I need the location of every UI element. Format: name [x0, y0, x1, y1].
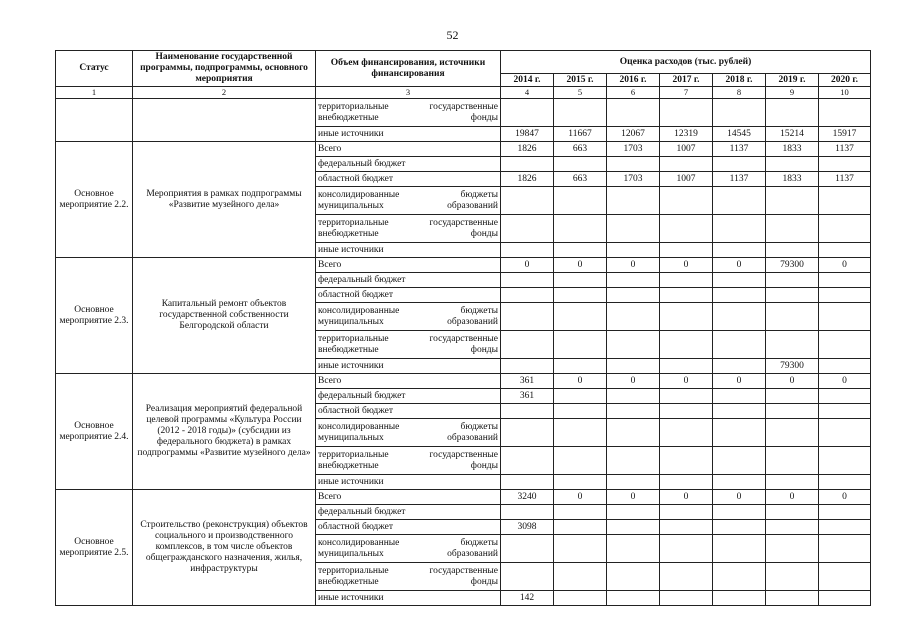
- value-cell: [766, 215, 819, 243]
- value-cell: 1007: [660, 142, 713, 157]
- value-cell: [766, 563, 819, 591]
- value-cell: [713, 505, 766, 520]
- value-cell: [501, 157, 554, 172]
- value-cell: [819, 243, 871, 258]
- value-cell: [501, 331, 554, 359]
- year-header: 2017 г.: [660, 74, 713, 87]
- value-cell: [713, 288, 766, 303]
- value-cell: [660, 591, 713, 606]
- value-cell: [554, 215, 607, 243]
- column-numbers-row: [56, 87, 871, 99]
- value-cell: 1833: [766, 142, 819, 157]
- value-cell: [713, 187, 766, 215]
- value-cell: [766, 419, 819, 447]
- value-cell: [766, 243, 819, 258]
- value-cell: 14545: [713, 127, 766, 142]
- value-cell: [819, 331, 871, 359]
- value-cell: [607, 447, 660, 475]
- name-cell: Мероприятия в рамках подпрограммы «Развитие музейного дела»: [133, 142, 316, 258]
- source-offbudget: территориальные государственные внебюджетные фонды: [316, 215, 501, 243]
- value-cell: [766, 187, 819, 215]
- column-number: 1: [56, 87, 133, 99]
- column-number: 5: [554, 87, 607, 99]
- value-cell: [554, 273, 607, 288]
- value-cell: [501, 243, 554, 258]
- header-estimate: Оценка расходов (тыс. рублей): [501, 51, 871, 74]
- value-cell: [713, 273, 766, 288]
- column-number: 10: [819, 87, 871, 99]
- value-cell: 0: [554, 258, 607, 273]
- value-cell: [607, 563, 660, 591]
- value-cell: [607, 520, 660, 535]
- value-cell: 361: [501, 374, 554, 389]
- value-cell: [501, 505, 554, 520]
- value-cell: [607, 187, 660, 215]
- source-total: Всего: [316, 142, 501, 157]
- value-cell: [660, 331, 713, 359]
- value-cell: [660, 404, 713, 419]
- value-cell: 0: [501, 258, 554, 273]
- source-regional: областной бюджет: [316, 288, 501, 303]
- source-other: иные источники: [316, 475, 501, 490]
- value-cell: [554, 419, 607, 447]
- value-cell: [501, 447, 554, 475]
- value-cell: [713, 243, 766, 258]
- value-cell: [554, 563, 607, 591]
- value-cell: [660, 99, 713, 127]
- status-cell: Основное мероприятие 2.4.: [56, 374, 133, 490]
- source-offbudget: территориальные государственные внебюджетные фонды: [316, 331, 501, 359]
- value-cell: [554, 243, 607, 258]
- value-cell: [819, 288, 871, 303]
- value-cell: 19847: [501, 127, 554, 142]
- value-cell: [501, 404, 554, 419]
- value-cell: [660, 389, 713, 404]
- value-cell: [819, 520, 871, 535]
- value-cell: [554, 331, 607, 359]
- value-cell: [554, 535, 607, 563]
- value-cell: [501, 359, 554, 374]
- value-cell: [766, 157, 819, 172]
- source-federal: федеральный бюджет: [316, 505, 501, 520]
- value-cell: [554, 520, 607, 535]
- column-number: 6: [607, 87, 660, 99]
- year-header: 2020 г.: [819, 74, 871, 87]
- value-cell: [713, 389, 766, 404]
- value-cell: [607, 591, 660, 606]
- column-number: 8: [713, 87, 766, 99]
- value-cell: [766, 99, 819, 127]
- value-cell: [819, 591, 871, 606]
- source-regional: областной бюджет: [316, 172, 501, 187]
- value-cell: [819, 404, 871, 419]
- value-cell: 0: [607, 374, 660, 389]
- value-cell: [766, 447, 819, 475]
- value-cell: [607, 505, 660, 520]
- value-cell: [501, 563, 554, 591]
- value-cell: [660, 505, 713, 520]
- value-cell: [501, 475, 554, 490]
- value-cell: 15214: [766, 127, 819, 142]
- table-row: [56, 490, 871, 505]
- source-other: иные источники: [316, 591, 501, 606]
- name-cell: Строительство (реконструкция) объектов социального и производственного комплексов, в том числе объектов общегражданского назначения, жилья, инфраструктуры: [133, 490, 316, 606]
- value-cell: [607, 331, 660, 359]
- value-cell: [766, 520, 819, 535]
- value-cell: [554, 359, 607, 374]
- value-cell: [819, 389, 871, 404]
- value-cell: [819, 447, 871, 475]
- table-row: [56, 142, 871, 157]
- source-total: Всего: [316, 374, 501, 389]
- value-cell: [554, 404, 607, 419]
- value-cell: [766, 535, 819, 563]
- value-cell: [660, 419, 713, 447]
- source-other: иные источники: [316, 127, 501, 142]
- source-offbudget: территориальные государственные внебюджетные фонды: [316, 99, 501, 127]
- value-cell: [607, 389, 660, 404]
- value-cell: [766, 331, 819, 359]
- value-cell: [713, 475, 766, 490]
- value-cell: [554, 447, 607, 475]
- column-number: 4: [501, 87, 554, 99]
- source-other: иные источники: [316, 243, 501, 258]
- value-cell: [607, 359, 660, 374]
- value-cell: 1826: [501, 142, 554, 157]
- value-cell: [660, 359, 713, 374]
- table-row: [56, 258, 871, 273]
- column-number: 2: [133, 87, 316, 99]
- value-cell: [607, 99, 660, 127]
- source-other: иные источники: [316, 359, 501, 374]
- status-cell: Основное мероприятие 2.3.: [56, 258, 133, 374]
- value-cell: [607, 404, 660, 419]
- value-cell: [607, 215, 660, 243]
- value-cell: 12319: [660, 127, 713, 142]
- value-cell: 0: [554, 490, 607, 505]
- value-cell: [819, 535, 871, 563]
- value-cell: 0: [607, 258, 660, 273]
- year-header: 2015 г.: [554, 74, 607, 87]
- value-cell: [607, 243, 660, 258]
- value-cell: 0: [766, 490, 819, 505]
- value-cell: [501, 215, 554, 243]
- name-cell: [133, 99, 316, 142]
- value-cell: [501, 535, 554, 563]
- source-municipal: консолидированные бюджеты муниципальных образований: [316, 187, 501, 215]
- value-cell: [607, 475, 660, 490]
- value-cell: [819, 157, 871, 172]
- column-number: 3: [316, 87, 501, 99]
- value-cell: 361: [501, 389, 554, 404]
- value-cell: 0: [607, 490, 660, 505]
- value-cell: [713, 591, 766, 606]
- value-cell: 1137: [713, 142, 766, 157]
- value-cell: [766, 288, 819, 303]
- value-cell: 0: [660, 374, 713, 389]
- value-cell: 0: [766, 374, 819, 389]
- value-cell: [713, 520, 766, 535]
- value-cell: [554, 389, 607, 404]
- value-cell: [554, 475, 607, 490]
- value-cell: 1833: [766, 172, 819, 187]
- table-body: [56, 99, 871, 606]
- value-cell: 0: [660, 490, 713, 505]
- value-cell: [554, 99, 607, 127]
- source-federal: федеральный бюджет: [316, 157, 501, 172]
- value-cell: [766, 475, 819, 490]
- value-cell: [713, 359, 766, 374]
- value-cell: [766, 303, 819, 331]
- header-status: Статус: [56, 51, 133, 87]
- value-cell: [766, 505, 819, 520]
- value-cell: [554, 157, 607, 172]
- value-cell: [713, 215, 766, 243]
- value-cell: 663: [554, 172, 607, 187]
- source-federal: федеральный бюджет: [316, 389, 501, 404]
- value-cell: [660, 288, 713, 303]
- value-cell: [819, 99, 871, 127]
- value-cell: [501, 419, 554, 447]
- value-cell: 15917: [819, 127, 871, 142]
- table-row: [56, 99, 871, 127]
- value-cell: 663: [554, 142, 607, 157]
- value-cell: 3240: [501, 490, 554, 505]
- value-cell: [713, 447, 766, 475]
- source-total: Всего: [316, 258, 501, 273]
- value-cell: [554, 303, 607, 331]
- value-cell: [501, 99, 554, 127]
- header-name: Наименование государственной программы, подпрограммы, основного мероприятия: [133, 51, 316, 87]
- value-cell: [660, 563, 713, 591]
- column-number: 9: [766, 87, 819, 99]
- value-cell: 1137: [819, 142, 871, 157]
- value-cell: [713, 157, 766, 172]
- source-municipal: консолидированные бюджеты муниципальных образований: [316, 535, 501, 563]
- value-cell: [660, 520, 713, 535]
- value-cell: 1826: [501, 172, 554, 187]
- value-cell: 1007: [660, 172, 713, 187]
- year-header: 2018 г.: [713, 74, 766, 87]
- value-cell: [607, 288, 660, 303]
- source-municipal: консолидированные бюджеты муниципальных образований: [316, 419, 501, 447]
- value-cell: 0: [819, 490, 871, 505]
- source-regional: областной бюджет: [316, 404, 501, 419]
- value-cell: [713, 419, 766, 447]
- header-source: Объем финансирования, источники финансирования: [316, 51, 501, 87]
- year-header: 2016 г.: [607, 74, 660, 87]
- value-cell: [554, 288, 607, 303]
- source-federal: федеральный бюджет: [316, 273, 501, 288]
- value-cell: [819, 475, 871, 490]
- value-cell: [501, 288, 554, 303]
- value-cell: [660, 535, 713, 563]
- year-header: 2019 г.: [766, 74, 819, 87]
- value-cell: [607, 157, 660, 172]
- name-cell: Капитальный ремонт объектов государственной собственности Белгородской области: [133, 258, 316, 374]
- value-cell: [660, 243, 713, 258]
- value-cell: 0: [713, 490, 766, 505]
- value-cell: [819, 273, 871, 288]
- value-cell: [660, 157, 713, 172]
- table-row: [56, 374, 871, 389]
- status-cell: Основное мероприятие 2.5.: [56, 490, 133, 606]
- value-cell: [819, 419, 871, 447]
- value-cell: [713, 99, 766, 127]
- value-cell: 12067: [607, 127, 660, 142]
- value-cell: 0: [713, 374, 766, 389]
- value-cell: 1703: [607, 172, 660, 187]
- value-cell: 79300: [766, 359, 819, 374]
- value-cell: 79300: [766, 258, 819, 273]
- name-cell: Реализация мероприятий федеральной целевой программы «Культура России (2012 - 2018 годы)» (субсидии из федерального бюджета) в рамках подпрограммы «Развитие музейного дела»: [133, 374, 316, 490]
- source-offbudget: территориальные государственные внебюджетные фонды: [316, 447, 501, 475]
- value-cell: 11667: [554, 127, 607, 142]
- value-cell: [660, 215, 713, 243]
- status-cell: [56, 99, 133, 142]
- value-cell: [766, 273, 819, 288]
- status-cell: Основное мероприятие 2.2.: [56, 142, 133, 258]
- value-cell: 3098: [501, 520, 554, 535]
- value-cell: [607, 535, 660, 563]
- value-cell: [660, 447, 713, 475]
- source-offbudget: территориальные государственные внебюджетные фонды: [316, 563, 501, 591]
- value-cell: [819, 303, 871, 331]
- value-cell: [554, 187, 607, 215]
- value-cell: [660, 475, 713, 490]
- value-cell: [819, 563, 871, 591]
- value-cell: [819, 505, 871, 520]
- value-cell: [607, 303, 660, 331]
- value-cell: 0: [554, 374, 607, 389]
- value-cell: 1137: [713, 172, 766, 187]
- value-cell: [713, 331, 766, 359]
- value-cell: 1137: [819, 172, 871, 187]
- value-cell: 142: [501, 591, 554, 606]
- value-cell: [766, 389, 819, 404]
- value-cell: [607, 419, 660, 447]
- value-cell: [660, 303, 713, 331]
- column-number: 7: [660, 87, 713, 99]
- value-cell: 0: [819, 258, 871, 273]
- financing-table: [55, 50, 871, 606]
- source-municipal: консолидированные бюджеты муниципальных образований: [316, 303, 501, 331]
- value-cell: [713, 563, 766, 591]
- value-cell: 0: [819, 374, 871, 389]
- value-cell: 0: [713, 258, 766, 273]
- source-total: Всего: [316, 490, 501, 505]
- value-cell: [713, 303, 766, 331]
- value-cell: [607, 273, 660, 288]
- value-cell: [713, 535, 766, 563]
- value-cell: [819, 215, 871, 243]
- value-cell: [554, 591, 607, 606]
- value-cell: [501, 273, 554, 288]
- value-cell: [819, 187, 871, 215]
- value-cell: [501, 187, 554, 215]
- value-cell: [660, 273, 713, 288]
- value-cell: [660, 187, 713, 215]
- value-cell: [713, 404, 766, 419]
- value-cell: [501, 303, 554, 331]
- value-cell: 1703: [607, 142, 660, 157]
- value-cell: 0: [660, 258, 713, 273]
- source-regional: областной бюджет: [316, 520, 501, 535]
- value-cell: [554, 505, 607, 520]
- value-cell: [819, 359, 871, 374]
- page-number: 52: [446, 28, 459, 42]
- value-cell: [766, 404, 819, 419]
- value-cell: [766, 591, 819, 606]
- year-header: 2014 г.: [501, 74, 554, 87]
